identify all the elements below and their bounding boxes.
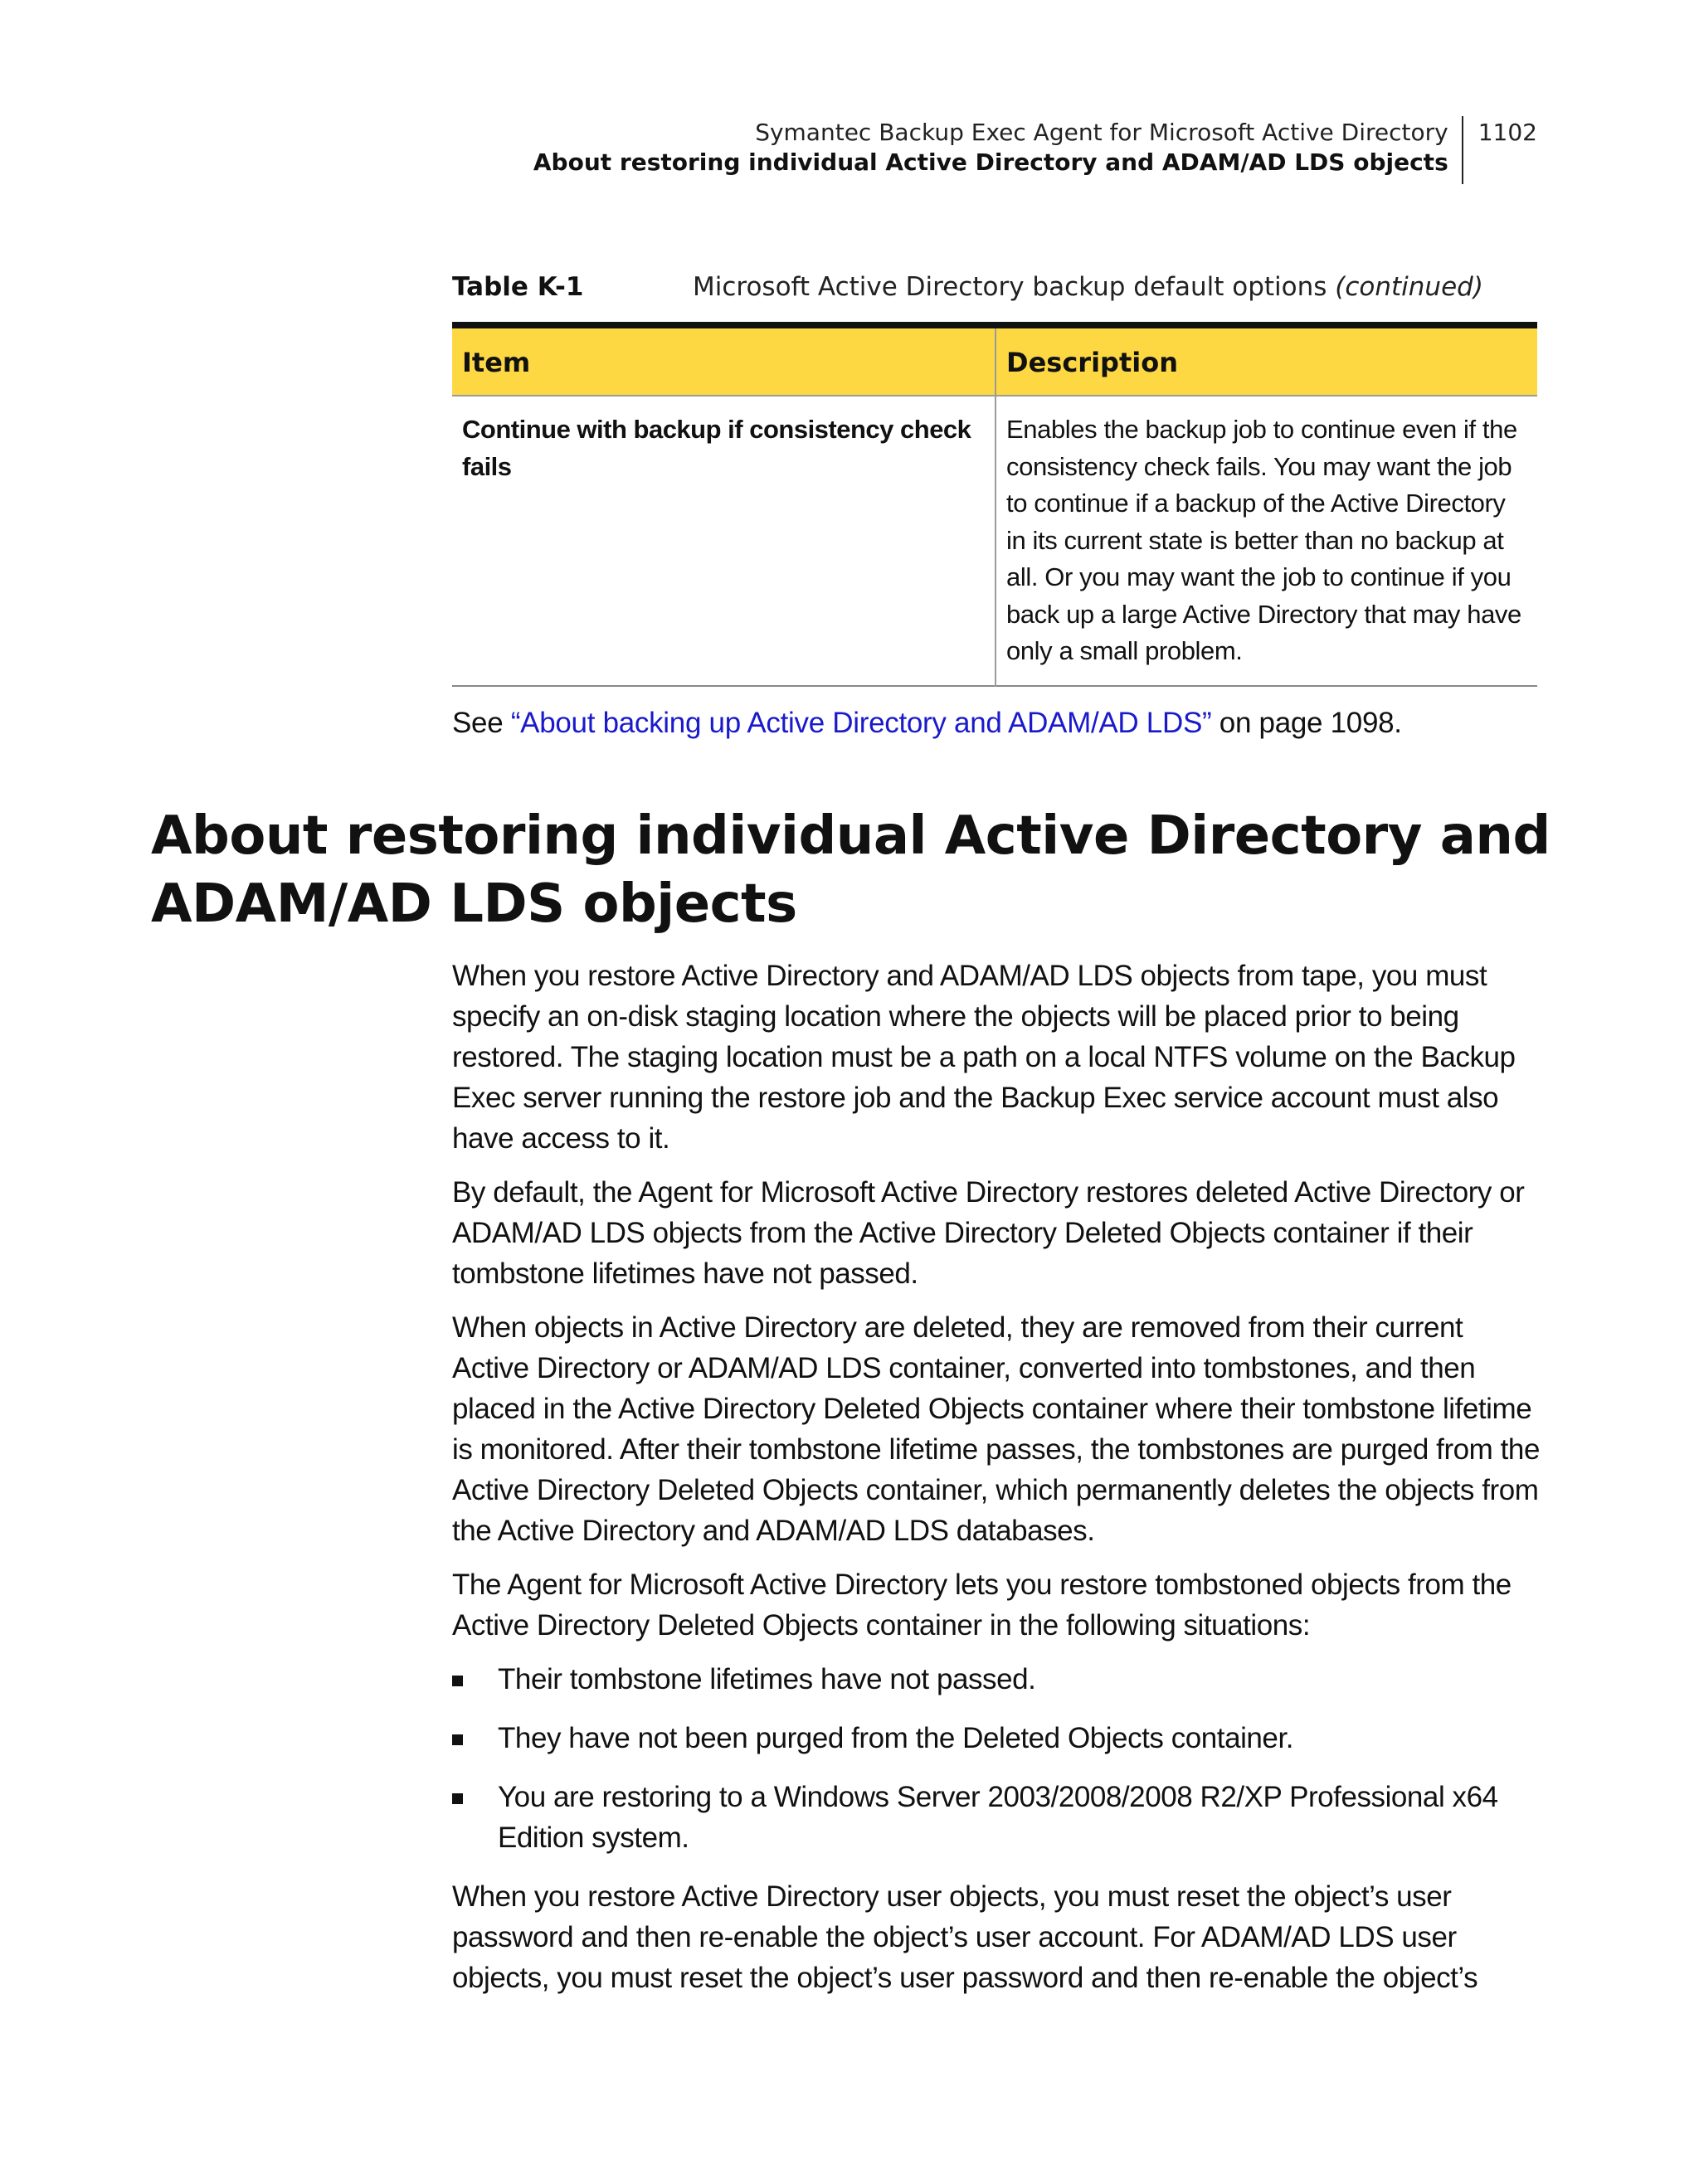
bullet-square-icon xyxy=(452,1793,463,1804)
table-cell-description: Enables the backup job to continue even if the consistency check fails. You may want the job to continue if a backup of the Active Directory in its current state is better than no backup at all. Or you may want the job to continue if you back up a large Active Directory that may have only a small problem. xyxy=(1006,415,1521,665)
table-label: Table K-1 xyxy=(452,272,584,302)
table-title-text: Microsoft Active Directory backup default options xyxy=(693,272,1327,302)
table-caption xyxy=(452,270,1537,304)
list-item xyxy=(452,1777,1543,1858)
running-header-titles xyxy=(533,116,1463,184)
see-also-link[interactable]: “About backing up Active Directory and ADAM/AD LDS” xyxy=(510,707,1212,739)
table-title xyxy=(693,270,1483,304)
table-cell-item: Continue with backup if consistency check fails xyxy=(452,396,996,686)
paragraph: When objects in Active Directory are deleted, they are removed from their current Active Directory or ADAM/AD LDS container, converted into tombstones, and then placed in the Active Directory Deleted Objects container where their tombstone lifetime is monitored. After their tombstone lifetime passes, the tombstones are purged from the Active Directory Deleted Objects container, which permanently deletes the objects from the Active Directory and ADAM/AD LDS databases. xyxy=(452,1311,1540,1547)
section-title: About restoring individual Active Directory and ADAM/AD LDS objects xyxy=(533,148,1448,176)
column-header-item: Item xyxy=(452,325,996,396)
page-number: 1102 xyxy=(1477,119,1537,146)
paragraph: By default, the Agent for Microsoft Active Directory restores deleted Active Directory or ADAM/AD LDS objects from the Active Directory Deleted Objects container if their tombstone lifetimes have not passed. xyxy=(452,1176,1525,1290)
see-also xyxy=(452,705,1402,742)
table-continued: (continued) xyxy=(1335,272,1483,302)
bullet-list xyxy=(452,1659,1543,1858)
list-item-text: You are restoring to a Windows Server 2003/2008/2008 R2/XP Professional x64 Edition system. xyxy=(498,1781,1498,1854)
see-also-prefix: See xyxy=(452,707,504,739)
list-item-text: Their tombstone lifetimes have not passed. xyxy=(498,1663,1036,1695)
chapter-title: Symantec Backup Exec Agent for Microsoft Active Directory xyxy=(755,119,1448,146)
paragraph: The Agent for Microsoft Active Directory lets you restore tombstoned objects from the Active Directory Deleted Objects container in the following situations: xyxy=(452,1569,1512,1642)
see-also-suffix: on page 1098. xyxy=(1219,707,1402,739)
column-header-description: Description xyxy=(996,325,1537,396)
bullet-square-icon xyxy=(452,1676,463,1686)
running-header xyxy=(533,116,1537,184)
table-header-row xyxy=(452,325,1537,396)
paragraph: When you restore Active Directory user objects, you must reset the object’s user password and then re-enable the object’s user account. For ADAM/AD LDS user objects, you must reset the object’s user password and then re-enable the object’s xyxy=(452,1880,1478,1994)
section-heading: About restoring individual Active Directory and ADAM/AD LDS objects xyxy=(151,805,1551,935)
list-item xyxy=(452,1718,1543,1758)
table-row xyxy=(452,396,1537,686)
paragraph: When you restore Active Directory and ADAM/AD LDS objects from tape, you must specify an on-disk staging location where the objects will be placed prior to being restored. The staging location must be a path on a local NTFS volume on the Backup Exec server running the restore job and the Backup Exec service account must also have access to it. xyxy=(452,960,1516,1155)
bullet-square-icon xyxy=(452,1734,463,1745)
list-item-text: They have not been purged from the Deleted Objects container. xyxy=(498,1722,1293,1754)
body-text xyxy=(452,956,1543,2011)
list-item xyxy=(452,1659,1543,1700)
options-table xyxy=(452,322,1537,687)
